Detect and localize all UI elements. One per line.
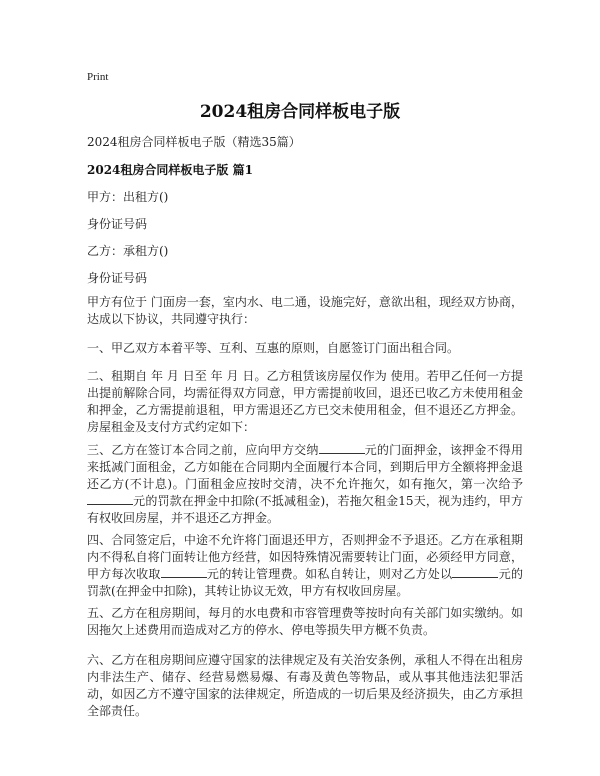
deposit-blank [319, 443, 365, 454]
print-label[interactable]: Print [87, 71, 109, 83]
penalty-blank [87, 494, 133, 505]
clause-4-part-a: 四、合同签定后，中途不允许将门面退还甲方，否则押金不予退还。乙方在承租期内不得私自将门面转让他方经营，如因特殊情况需要转让门面，必须经甲方同意，甲方每次收取 [87, 533, 523, 581]
transfer-fee-blank [161, 567, 207, 578]
clause-4-part-c: 元的罚款(在押金中扣除)，其转让协议无效，甲方有权收回房屋。 [87, 567, 523, 598]
section-heading: 2024租房合同样板电子版 篇1 [87, 163, 253, 177]
transfer-penalty-blank [452, 567, 498, 578]
clause-5: 五、乙方在租房期间，每月的水电费和市容管理费等按时向有关部门如实缴纳。如因拖欠上述费用而造成对乙方的停水、停电等损失甲方概不负责。 [87, 606, 523, 637]
document-subtitle: 2024租房合同样板电子版（精选35篇） [87, 135, 301, 149]
clause-3-part-c: 元的罚款在押金中扣除(不抵减租金)，若拖欠租金15天，视为违约，甲方有权收回房屋，并不退还乙方押金。 [87, 494, 523, 525]
clause-4 [87, 532, 523, 600]
intro-paragraph: 甲方有位于 门面房一套，室内水、电二通，设施完好，意欲出租，现经双方协商，达成以下协议，共同遵守执行： [87, 295, 523, 326]
party-b-line: 乙方：承租方() [87, 244, 169, 258]
clause-6: 六、乙方在租房期间应遵守国家的法律规定及有关治安条例，承租人不得在出租房内非法生产、储存、经营易燃易爆、有毒及黄色等物品，或从事其他违法犯罪活动，如因乙方不遵守国家的法律规定，所造成的一切后果及经济损失，由乙方承担全部责任。 [87, 653, 523, 718]
id-b-line: 身份证号码 [87, 271, 148, 285]
clause-4-part-b: 元的转让管理费。如私自转让，则对乙方处以 [206, 567, 453, 581]
clause-3-part-b: 元的门面押金，该押金不得用来抵减门面租金，乙方如能在合同期内全面履行本合同，到期后甲方全额将押金退还乙方(不计息)。门面租金应按时交清，决不允许拖欠，如有拖欠，第一次给予 [87, 443, 523, 491]
clause-3 [87, 442, 523, 527]
document-title: 2024租房合同样板电子版 [199, 102, 401, 122]
clause-1: 一、甲乙双方本着平等、互利、互惠的原则，自愿签订门面出租合同。 [87, 341, 460, 355]
id-a-line: 身份证号码 [87, 217, 148, 231]
clause-2: 二、租期自 年 月 日至 年 月 日。乙方租赁该房屋仅作为 使用。若甲乙任何一方提出提前解除合同，均需征得双方同意，甲方需提前收回，退还已收乙方未使用租金和押金，乙方需提前退租，甲方需退还乙方已交未使用租金，但不退还乙方押金。房屋租金及支付方式约定如下： [87, 369, 523, 434]
clause-3-part-a: 三、乙方在签订本合同之前，应向甲方交纳 [87, 443, 319, 457]
party-a-line: 甲方：出租方() [87, 190, 169, 204]
